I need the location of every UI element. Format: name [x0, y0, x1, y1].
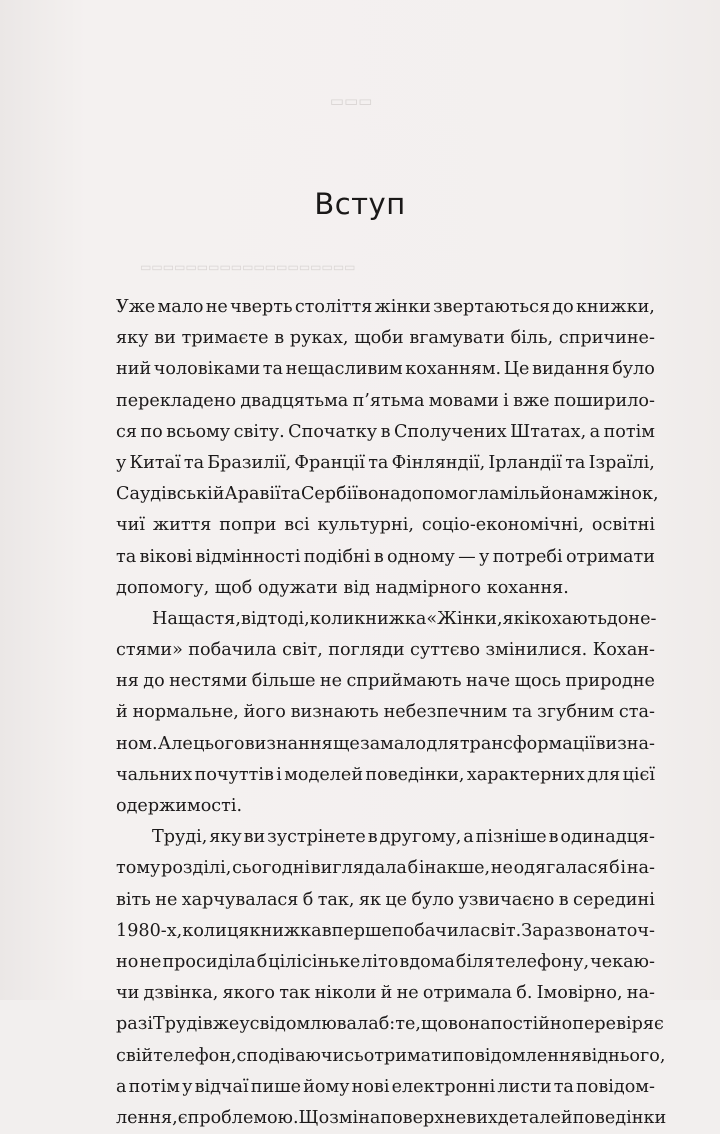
- text-line: й нормальне, його визнають небезпечним та згубним ста-: [116, 702, 655, 723]
- text-line: та вікові відмінності подібні в одному — у потребі отримати: [116, 546, 655, 567]
- text-line: одержимості.: [116, 796, 243, 816]
- text-line: чиї життя попри всі культурні, соціо-економічні, освітні: [116, 515, 655, 536]
- text-line: тому розділі, сьогодні виглядала б інакше, не одягалася б і на-: [116, 858, 655, 879]
- text-line: ня до нестями більше не сприймають наче щось природне: [116, 671, 655, 692]
- text-line: чальних почуттів і моделей поведінки, характерних для цієї: [116, 764, 655, 785]
- text-line: свій телефон, сподіваючись отримати повідомлення від нього,: [116, 1045, 666, 1066]
- text-line: разі Труді вже усвідомлювала б: те, що вона постійно перевіряє: [116, 1014, 664, 1035]
- text-line: ний чоловіками та нещасливим коханням. Це видання було: [116, 359, 655, 380]
- text-line: допомогу, щоб одужати від надмірного кохання.: [116, 577, 569, 598]
- text-line: стями» побачила світ, погляди суттєво змінилися. Кохан-: [116, 640, 655, 661]
- text-line: На щастя, відтоді, коли книжка «Жінки, які кохають до не-: [152, 608, 657, 629]
- text-line: Труді, яку ви зустрінете в другому, а пізніше в одинадця-: [152, 827, 655, 848]
- text-line: ном. Але цього визнання ще замало для трансформації визна-: [116, 733, 655, 754]
- text-line: 1980-х, коли ця книжка вперше побачила світ. Зараз вона точ-: [116, 920, 655, 941]
- show-through-text: ▭▭▭▭▭▭▭▭▭▭▭▭▭▭▭▭▭▭▭: [140, 260, 356, 274]
- text-line: віть не харчувалася б так, як це було узвичаєно в середині: [116, 889, 655, 910]
- show-through-text: ▭▭▭: [330, 92, 373, 110]
- text-line: Уже мало не чверть століття жінки звертаються до книжки,: [116, 297, 655, 317]
- text-line: лення, є проблемою. Що зміна поверхневих деталей поведінки: [116, 1107, 667, 1128]
- text-line: чи дзвінка, якого так ніколи й не отримала б. Імовірно, на-: [116, 983, 655, 1004]
- text-line: ся по всьому світу. Спочатку в Сполучених Штатах, а потім: [116, 421, 655, 442]
- text-line: а потім у відчаї пише йому нові електронні листи та повідом-: [116, 1076, 655, 1097]
- chapter-title: Вступ: [314, 187, 406, 222]
- text-line: но не просиділа б цілісіньке літо вдома біля телефону, чекаю-: [116, 951, 655, 972]
- text-line: Саудівській Аравії та Сербії вона допомогла мільйонам жінок,: [116, 484, 659, 505]
- text-line: яку ви тримаєте в руках, щоби вгамувати біль, спричине-: [116, 328, 655, 349]
- body-text: [116, 292, 667, 1134]
- text-line: перекладено двадцятьма п’ятьма мовами і вже поширило-: [116, 390, 655, 411]
- text-line: у Китаї та Бразилії, Франції та Фінляндії, Ірландії та Ізраїлі,: [116, 452, 655, 473]
